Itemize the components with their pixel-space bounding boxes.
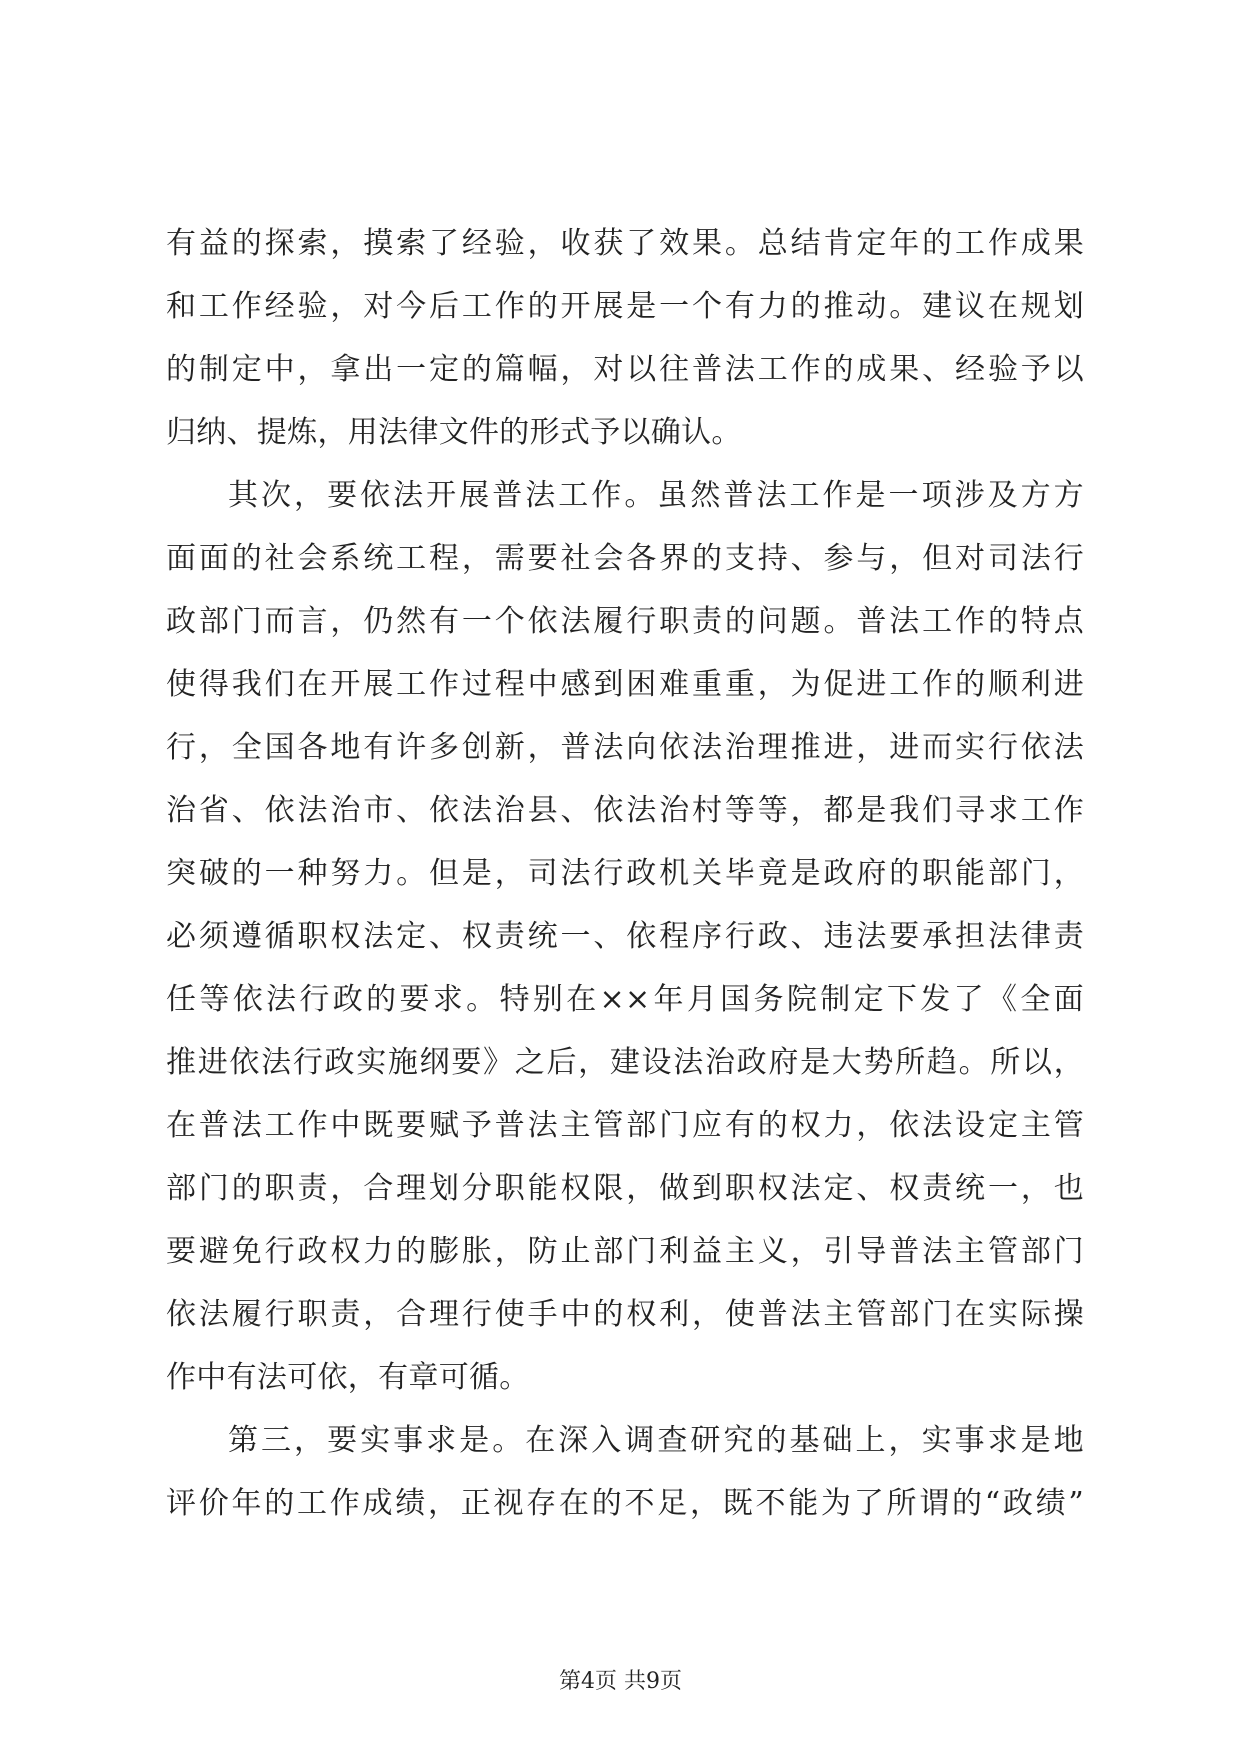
- text-line: 第三，要实事求是。在深入调查研究的基础上，实事求是地: [228, 1423, 1084, 1458]
- text-line: 在普法工作中既要赋予普法主管部门应有的权力，依法设定主管: [166, 1108, 1084, 1143]
- text-line: 评价年的工作成绩，正视存在的不足，既不能为了所谓的“政绩”: [166, 1486, 1084, 1521]
- text-line: 的制定中，拿出一定的篇幅，对以往普法工作的成果、经验予以: [166, 352, 1084, 387]
- text-line: 政部门而言，仍然有一个依法履行职责的问题。普法工作的特点: [166, 604, 1084, 639]
- text-line: 治省、依法治市、依法治县、依法治村等等，都是我们寻求工作: [166, 793, 1084, 828]
- text-line: 其次，要依法开展普法工作。虽然普法工作是一项涉及方方: [228, 478, 1084, 513]
- text-line: 使得我们在开展工作过程中感到困难重重，为促进工作的顺利进: [166, 667, 1084, 702]
- text-line: 和工作经验，对今后工作的开展是一个有力的推动。建议在规划: [166, 289, 1084, 324]
- text-line: 突破的一种努力。但是，司法行政机关毕竟是政府的职能部门，: [166, 856, 1084, 891]
- text-line: 推进依法行政实施纲要》之后，建设法治政府是大势所趋。所以，: [166, 1045, 1084, 1080]
- text-line: 任等依法行政的要求。特别在××年月国务院制定下发了《全面: [166, 982, 1084, 1017]
- text-line: 必须遵循职权法定、权责统一、依程序行政、违法要承担法律责: [166, 919, 1084, 954]
- page-footer: [0, 1668, 1241, 1696]
- text-line: 要避免行政权力的膨胀，防止部门利益主义，引导普法主管部门: [166, 1234, 1084, 1269]
- text-line: 面面的社会系统工程，需要社会各界的支持、参与，但对司法行: [166, 541, 1084, 576]
- text-line: 作中有法可依，有章可循。: [166, 1360, 530, 1395]
- page-number-label: 第4页 共9页: [559, 1669, 682, 1694]
- text-line: 部门的职责，合理划分职能权限，做到职权法定、权责统一，也: [166, 1171, 1084, 1206]
- text-line: 有益的探索，摸索了经验，收获了效果。总结肯定年的工作成果: [166, 226, 1084, 261]
- document-body: [166, 224, 1084, 1547]
- text-line: 行，全国各地有许多创新，普法向依法治理推进，进而实行依法: [166, 730, 1084, 765]
- text-line: 归纳、提炼，用法律文件的形式予以确认。: [166, 415, 742, 450]
- text-line: 依法履行职责，合理行使手中的权利，使普法主管部门在实际操: [166, 1297, 1084, 1332]
